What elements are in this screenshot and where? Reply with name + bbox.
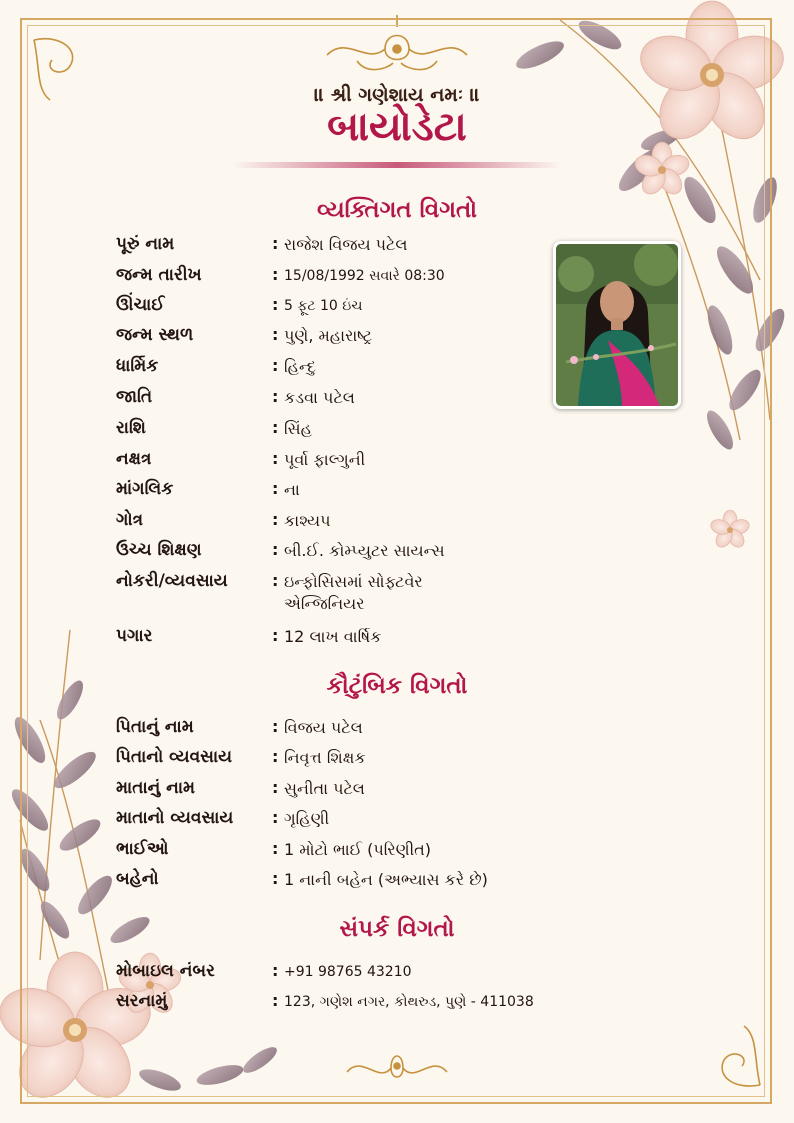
detail-label: ઊંચાઈ [116,295,165,315]
colon: : [272,717,279,736]
detail-value: સિંહ [284,419,312,438]
detail-label: ગોત્ર [116,510,144,530]
detail-label: નોકરી/વ્યવસાય [116,571,228,591]
colon: : [272,295,279,314]
colon: : [272,747,279,766]
colon: : [272,234,279,253]
detail-value: કડવા પટેલ [284,388,355,407]
detail-label: માતાનું નામ [116,778,196,798]
colon: : [272,418,279,437]
colon: : [272,510,279,529]
profile-photo [553,241,681,409]
detail-value: 123, ગણેશ નગર, કોથરુડ, પુણે - 411038 [284,994,534,1010]
section-title-family: કૌટુંબિક વિગતો [326,673,468,699]
detail-label: રાશિ [116,418,146,438]
title-divider [232,162,562,168]
detail-value: કાશ્યપ [284,511,331,530]
detail-label: માતાનો વ્યવસાય [116,808,234,828]
detail-value: પૂર્વા ફાલ્ગુની [284,450,366,469]
detail-value: ના [284,480,300,499]
detail-label: જન્મ તારીખ [116,265,202,285]
detail-value: હિન્દુ [284,357,316,376]
detail-value: નિવૃત્ત શિક્ષક [284,748,366,767]
detail-label: સરનામું [116,991,168,1011]
detail-label: માંગલિક [116,479,174,499]
colon: : [272,839,279,858]
detail-value: વિજય પટેલ [284,718,363,737]
detail-value: ઇન્ફોસિસમાં સોફ્ટવેર એન્જિનિયર [284,572,423,613]
detail-label: પિતાનું નામ [116,717,194,737]
colon: : [272,479,279,498]
detail-value: 15/08/1992 સવારે 08:30 [284,268,445,284]
detail-label: નક્ષત્ર [116,449,152,469]
colon: : [272,265,279,284]
colon: : [272,778,279,797]
colon: : [272,961,279,980]
detail-label: જાતિ [116,387,153,407]
colon: : [272,325,279,344]
page-title: બાયોડેટા [327,104,467,150]
detail-value: સુનીતા પટેલ [284,779,365,798]
detail-value: +91 98765 43210 [284,964,412,980]
colon: : [272,356,279,375]
colon: : [272,626,279,645]
detail-value: 12 લાખ વાર્ષિક [284,627,382,646]
colon: : [272,991,279,1010]
colon: : [272,540,279,559]
detail-label: પિતાનો વ્યવસાય [116,747,233,767]
detail-value: રાજેશ વિજય પટેલ [284,235,408,254]
detail-value: 1 મોટો ભાઈ (પરિણીત) [284,840,432,859]
portrait-image [556,244,678,406]
detail-label: બહેનો [116,869,159,889]
section-title-contact: સંપર્ક વિગતો [339,916,455,942]
detail-value: પુણે, મહારાષ્ટ્ર [284,326,373,345]
detail-value: 5 ફૂટ 10 ઇંચ [284,298,363,314]
detail-label: ભાઈઓ [116,839,169,859]
detail-label: પૂરું નામ [116,234,175,254]
detail-value: 1 નાની બહેન (અભ્યાસ કરે છે) [284,870,488,889]
colon: : [272,869,279,888]
colon: : [272,387,279,406]
colon: : [272,571,279,590]
detail-label: મોબાઇલ નંબર [116,961,215,981]
detail-value: ગૃહિણી [284,809,330,828]
section-title-personal: વ્યક્તિગત વિગતો [317,197,477,223]
invocation-text: ॥ શ્રી ગણેશાય નમઃ ॥ [314,84,480,106]
detail-label: ઉચ્ચ શિક્ષણ [116,540,202,560]
colon: : [272,449,279,468]
colon: : [272,808,279,827]
detail-label: જન્મ સ્થળ [116,325,194,345]
detail-label: ધાર્મિક [116,356,159,376]
detail-label: પગાર [116,626,153,646]
detail-value: બી.ઈ. કોમ્પ્યુટર સાયન્સ [284,541,445,560]
